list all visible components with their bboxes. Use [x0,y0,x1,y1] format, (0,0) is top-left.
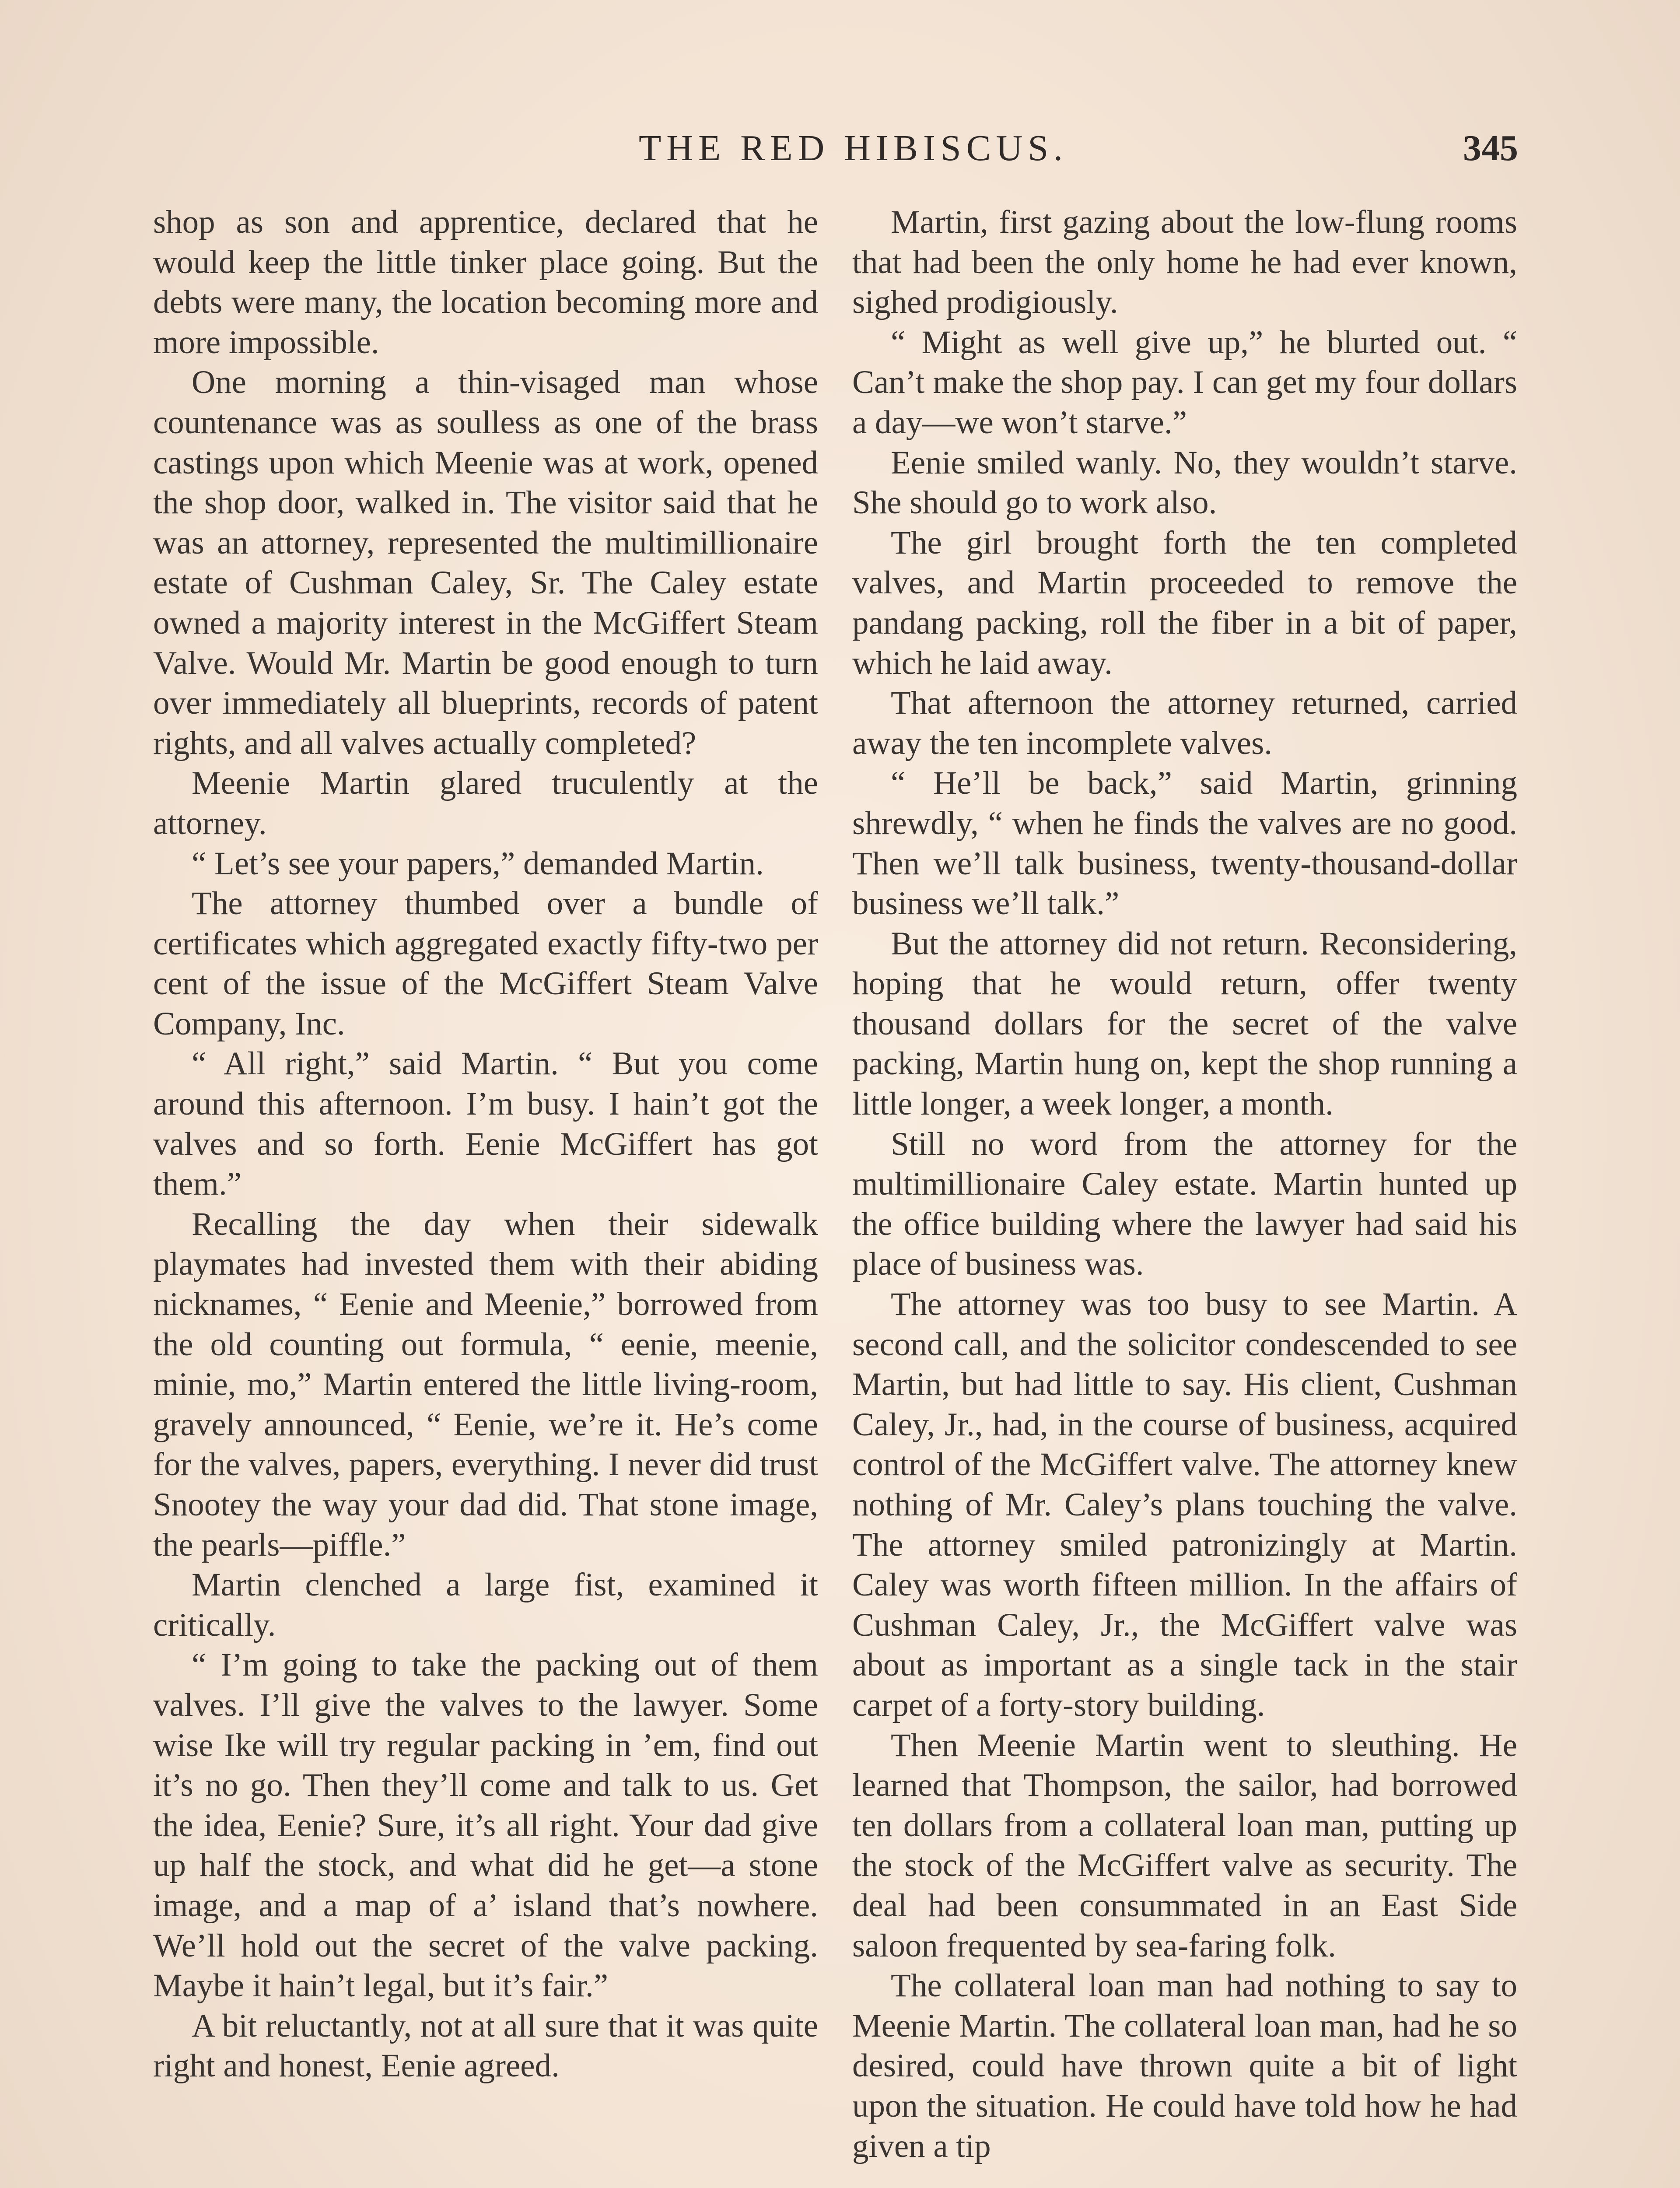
paragraph: Then Meenie Martin went to sleuthing. He learned that Thompson, the sailor, had borrowed ten dollars from a collateral loan man, putting up the stock of the McGiffert valve as security. The deal had been consummated in an East Side saloon frequented by sea-faring folk. [852,1727,1517,1964]
paragraph: shop as son and apprentice, declared that he would keep the little tinker place going. But the debts were many, the location becoming more and more impossible. [153,204,818,361]
paragraph: The attorney was too busy to see Martin. A second call, and the solicitor condescended to see Martin, but had little to say. His client, Cushman Caley, Jr., had, in the course of business, acquired control of the McGiffert valve. The attorney knew nothing of Mr. Caley’s plans touching the valve. The attorney smiled patronizingly at Martin. Caley was worth fifteen million. In the affairs of Cushman Caley, Jr., the McGiffert valve was about as important as a single tack in the stair carpet of a forty-story building. [852,1286,1517,1723]
paragraph: “ He’ll be back,” said Martin, grinning shrewdly, “ when he finds the valves are no good. Then we’ll talk business, twenty-thousand-dollar business we’ll talk.” [852,765,1517,922]
paragraph: “ All right,” said Martin. “ But you come around this afternoon. I’m busy. I hain’t got the valves and so forth. Eenie McGiffert has got them.” [153,1045,818,1203]
paragraph: Still no word from the attorney for the multimillionaire Caley estate. Martin hunted up the office building where the lawyer had said his place of business was. [852,1126,1517,1283]
paragraph: Eenie smiled wanly. No, they wouldn’t starve. She should go to work also. [852,444,1517,521]
page-header [158,127,1518,179]
right-column [852,202,1517,2166]
paragraph: One morning a thin-visaged man whose countenance was as soulless as one of the brass castings upon which Meenie was at work, opened the shop door, walked in. The visitor said that he was an attorney, represented the multimillionaire estate of Cushman Caley, Sr. The Caley estate owned a majority interest in the McGiffert Steam Valve. Would Mr. Martin be good enough to turn over immediately all blueprints, records of patent rights, and all valves actually completed? [153,364,818,761]
paragraph: But the attorney did not return. Reconsidering, hoping that he would return, offer twenty thousand dollars for the secret of the valve packing, Martin hung on, kept the shop running a little longer, a week longer, a month. [852,925,1517,1122]
paragraph: Meenie Martin glared truculently at the attorney. [153,765,818,842]
paragraph: “ Might as well give up,” he blurted out. “ Can’t make the shop pay. I can get my four dollars a day—we won’t starve.” [852,324,1517,441]
paragraph: “ Let’s see your papers,” demanded Martin. [192,845,764,882]
left-column [153,202,818,2086]
paragraph: Recalling the day when their sidewalk playmates had invested them with their abiding nicknames, “ Eenie and Meenie,” borrowed from the old counting out formula, “ eenie, meenie, minie, mo,” Martin entered the little living-room, gravely announced, “ Eenie, we’re it. He’s come for the valves, papers, everything. I never did trust Snootey the way your dad did. That stone image, the pearls—piffle.” [153,1206,818,1563]
paragraph: A bit reluctantly, not at all sure that it was quite right and honest, Eenie agreed. [153,2007,818,2084]
page-number: 345 [1463,128,1518,168]
paragraph: The girl brought forth the ten completed valves, and Martin proceeded to remove the pandang packing, roll the fiber in a bit of paper, which he laid away. [852,524,1517,681]
paragraph: Martin, first gazing about the low-flung rooms that had been the only home he had ever known, sighed prodigiously. [852,204,1517,321]
paragraph: The attorney thumbed over a bundle of certificates which aggregated exactly fifty-two per cent of the issue of the McGiffert Steam Valve Company, Inc. [153,885,818,1042]
paragraph: Martin clenched a large fist, examined it critically. [153,1567,818,1643]
running-title: THE RED HIBISCUS. [639,128,1068,168]
paragraph: That afternoon the attorney returned, carried away the ten incomplete valves. [852,685,1517,761]
paragraph: “ I’m going to take the packing out of them valves. I’ll give the valves to the lawyer. Some wise Ike will try regular packing in ’em, find out it’s no go. Then they’ll come and talk to us. Get the idea, Eenie? Sure, it’s all right. Your dad give up half the stock, and what did he get—a stone image, and a map of a’ island that’s nowhere. We’ll hold out the secret of the valve packing. Maybe it hain’t legal, but it’s fair.” [153,1647,818,2004]
paragraph: The collateral loan man had nothing to say to Meenie Martin. The collateral loan man, had he so desired, could have thrown quite a bit of light upon the situation. He could have told how he had given a tip [852,1967,1517,2164]
